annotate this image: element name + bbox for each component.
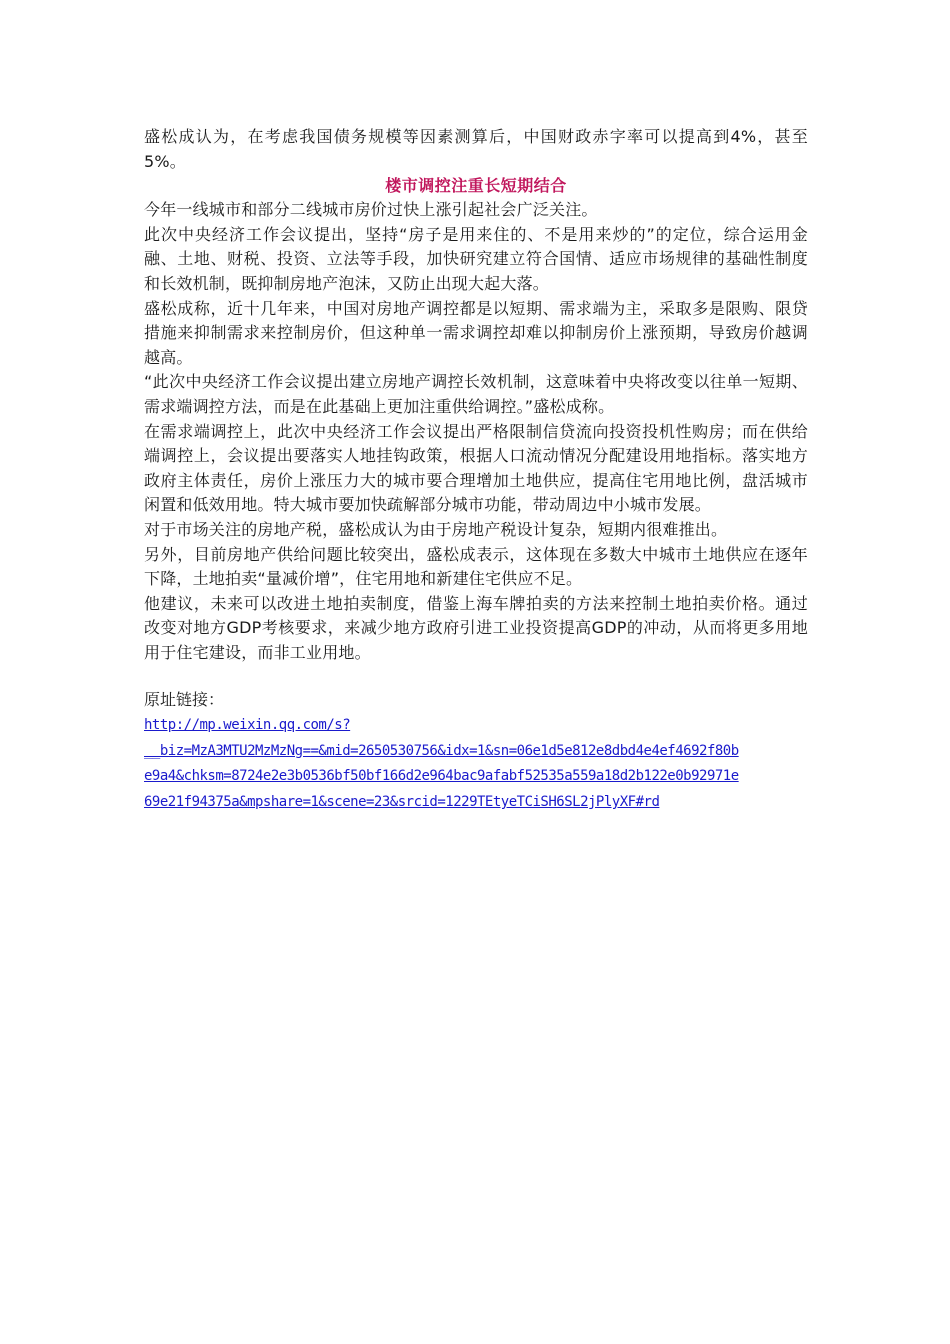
section-heading: 楼市调控注重长短期结合 [385,176,567,196]
document-page [144,125,808,815]
paragraph: 盛松成称，近十几年来，中国对房地产调控都是以短期、需求端为主，采取多是限购、限贷措施来抑制需求来控制房价，但这种单一需求调控却难以抑制房价上涨预期，导致房价越调越高。 [144,298,808,367]
source-link-line: __biz=MzA3MTU2MzMzNg==&mid=2650530756&idx=1&sn=06e1d5e812e8dbd4e4ef4692f80b [144,742,739,759]
paragraph: 此次中央经济工作会议提出，坚持“房子是用来住的、不是用来炒的”的定位，综合运用金融、土地、财税、投资、立法等手段，加快研究建立符合国情、适应市场规律的基础性制度和长效机制，既抑制房地产泡沫，又防止出现大起大落。 [144,224,808,293]
paragraph: 他建议，未来可以改进土地拍卖制度，借鉴上海车牌拍卖的方法来控制土地拍卖价格。通过改变对地方GDP考核要求，来减少地方政府引进工业投资提高GDP的冲动，从而将更多用地用于住宅建设，而非工业用地。 [144,593,808,662]
paragraph: 在需求端调控上，此次中央经济工作会议提出严格限制信贷流向投资投机性购房；而在供给端调控上，会议提出要落实人地挂钩政策，根据人口流动情况分配建设用地指标。落实地方政府主体责任，房价上涨压力大的城市要合理增加土地供应，提高住宅用地比例，盘活城市闲置和低效用地。特大城市要加快疏解部分城市功能，带动周边中小城市发展。 [144,421,808,515]
paragraph: “此次中央经济工作会议提出建立房地产调控长效机制，这意味着中央将改变以往单一短期、需求端调控方法，而是在此基础上更加注重供给调控。”盛松成称。 [144,372,808,416]
source-link-line: e9a4&chksm=8724e2e3b0536bf50bf166d2e964bac9afabf52535a559a18d2b122e0b92971e [144,768,739,785]
source-link-label: 原址链接： [144,690,225,710]
paragraph: 今年一线城市和部分二线城市房价过快上涨引起社会广泛关注。 [144,200,598,220]
paragraph: 对于市场关注的房地产税，盛松成认为由于房地产税设计复杂，短期内很难推出。 [144,519,728,539]
paragraph-deficit-ratio: 盛松成认为，在考虑我国债务规模等因素测算后，中国财政赤字率可以提高到4%，甚至5%。 [144,127,808,171]
source-link-line: 69e21f94375a&mpshare=1&scene=23&srcid=1229TEtyeTCiSH6SL2jPlyXF#rd [144,793,660,810]
spacer [144,665,808,687]
source-link-line: http://mp.weixin.qq.com/s? [144,717,351,734]
paragraph: 另外，目前房地产供给问题比较突出，盛松成表示，这体现在多数大中城市土地供应在逐年下降，土地拍卖“量减价增”，住宅用地和新建住宅供应不足。 [144,544,808,589]
source-link[interactable] [144,713,808,815]
